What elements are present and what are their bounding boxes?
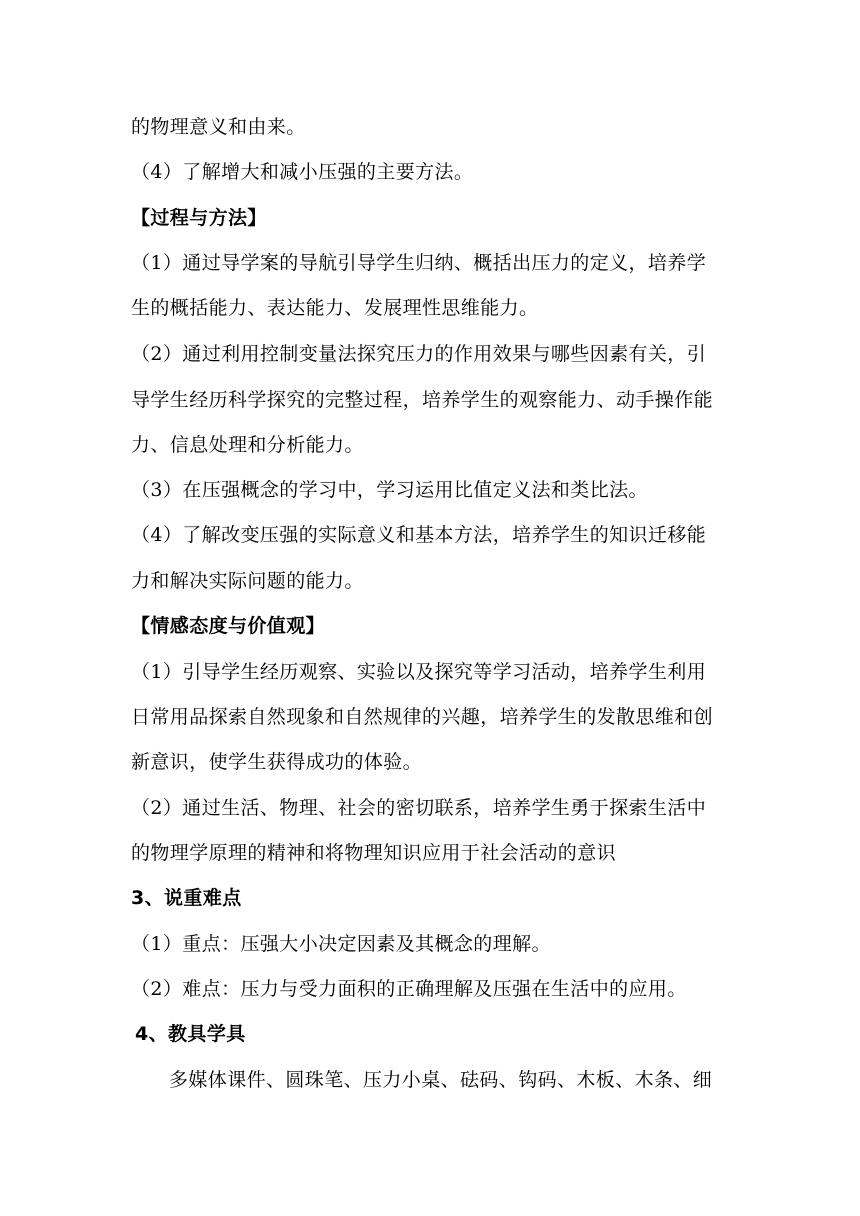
text-line: 多媒体课件、圆珠笔、压力小桌、砝码、钩码、木板、木条、细 [169, 1069, 713, 1091]
text-line: 力、信息处理和分析能力。 [131, 434, 364, 456]
text-line: 生的概括能力、表达能力、发展理性思维能力。 [131, 297, 539, 319]
text-line: （1）通过导学案的导航引导学生归纳、概括出压力的定义，培养学 [131, 252, 707, 274]
text-line: 日常用品探索自然现象和自然规律的兴趣，培养学生的发散思维和创 [131, 706, 714, 728]
text-line: 新意识，使学生获得成功的体验。 [131, 751, 423, 773]
text-line: （1）重点：压强大小决定因素及其概念的理解。 [131, 933, 551, 955]
section-heading: 4、教具学具 [135, 1023, 246, 1045]
text-line: （2）难点：压力与受力面积的正确理解及压强在生活中的应用。 [131, 978, 687, 1000]
text-line: （3）在压强概念的学习中，学习运用比值定义法和类比法。 [131, 479, 648, 501]
text-line: 导学生经历科学探究的完整过程，培养学生的观察能力、动手操作能 [131, 389, 714, 411]
text-line: （2）通过生活、物理、社会的密切联系，培养学生勇于探索生活中 [131, 797, 707, 819]
text-line: （4）了解增大和减小压强的主要方法。 [131, 161, 474, 183]
text-line: 的物理意义和由来。 [131, 116, 306, 138]
section-heading: 【情感态度与价值观】 [131, 615, 326, 637]
text-line: 的物理学原理的精神和将物理知识应用于社会活动的意识 [131, 842, 617, 864]
text-line: 力和解决实际问题的能力。 [131, 570, 364, 592]
text-line: （4）了解改变压强的实际意义和基本方法，培养学生的知识迁移能 [131, 524, 707, 546]
section-heading: 3、说重难点 [131, 887, 242, 909]
text-line: （1）引导学生经历观察、实验以及探究等学习活动，培养学生利用 [131, 661, 707, 683]
section-heading: 【过程与方法】 [131, 207, 267, 229]
text-line: （2）通过利用控制变量法探究压力的作用效果与哪些因素有关，引 [131, 343, 707, 365]
